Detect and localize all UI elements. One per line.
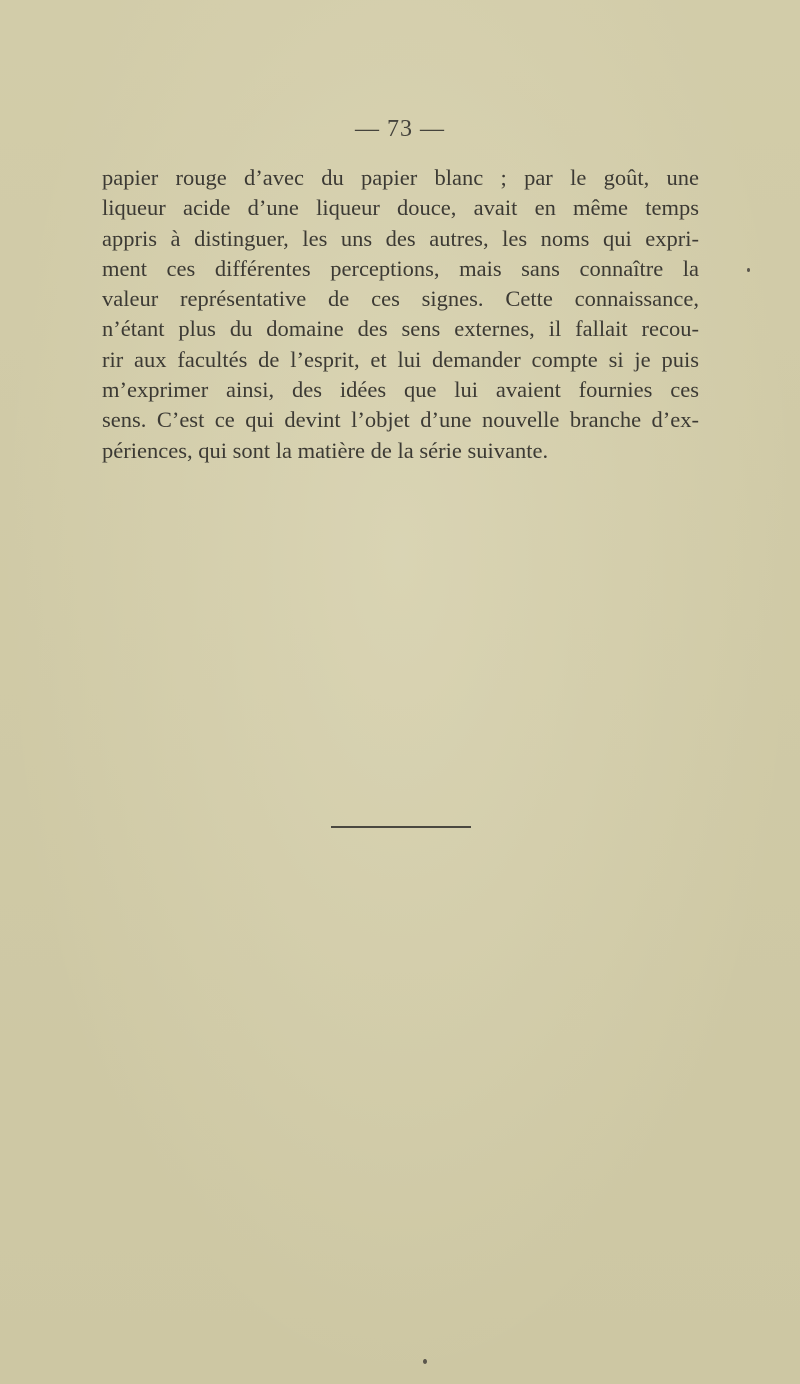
text-line: liqueur acide d’une liqueur douce, avait en même temps	[102, 195, 699, 221]
text-line: rir aux facultés de l’esprit, et lui demander compte si je puis	[102, 346, 699, 372]
text-line: m’exprimer ainsi, des idées que lui avaient fournies ces	[102, 377, 699, 403]
text-line: appris à distinguer, les uns des autres, les noms qui expri-	[102, 225, 699, 251]
text-line: périences, qui sont la matière de la série suivante.	[102, 437, 549, 463]
text-line: n’étant plus du domaine des sens externes, il fallait recou-	[102, 316, 699, 342]
text-line: papier rouge d’avec du papier blanc ; par le goût, une	[102, 165, 699, 190]
page-number: — 73 —	[355, 116, 445, 142]
section-separator-rule	[331, 826, 471, 828]
paper-speck	[423, 1359, 427, 1364]
text-line: ment ces différentes perceptions, mais sans connaître la	[102, 255, 699, 281]
body-paragraph	[102, 163, 699, 466]
text-line: valeur représentative de ces signes. Cette connaissance,	[102, 286, 699, 312]
text-line: sens. C’est ce qui devint l’objet d’une nouvelle branche d’ex-	[102, 407, 699, 433]
paper-speck	[747, 268, 750, 272]
